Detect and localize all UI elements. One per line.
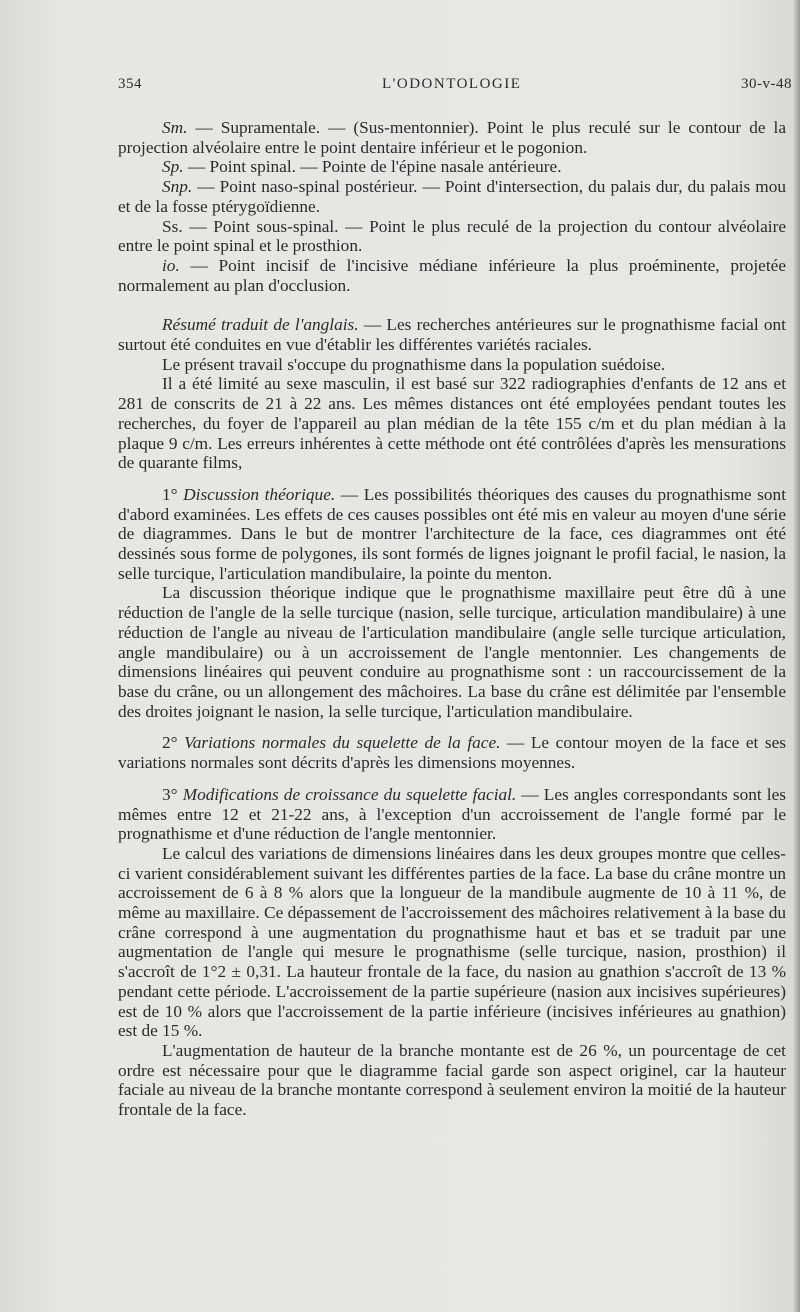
section-2-paragraph <box>118 733 786 772</box>
section-3-paragraph-2: Le calcul des variations de dimensions linéaires dans les deux groupes montre que celles-ci varient considérablement suivant les différentes parties de la face. La base du crâne montre un accroissement de 6 à 8 % alors que la longueur de la mandibule augmente de 10 à 11 %, de même au maxillaire. Ce dépassement de l'accroissement des mâchoires relativement à la base du crâne correspond à une augmentation du prognathisme haut et bas et se traduit par une augmentation de l'angle qui mesure le prognathisme (selle turcique, nasion, prosthion) il s'accroît de 1°2 ± 0,31. La hauteur frontale de la face, du nasion au gnathion s'accroît de 13 % pendant cette période. L'accroissement de la partie supérieure (nasion aux incisives supérieures) est de 10 % alors que l'accroissement de la partie inférieure (incisives inférieures au gnathion) est de 15 %. <box>118 843 786 1041</box>
summary-heading: Résumé traduit de l'anglais. <box>162 315 359 335</box>
section-number: 1° <box>162 484 184 504</box>
section-number: 3° <box>162 784 183 804</box>
definition-ss <box>118 217 786 256</box>
journal-title: L'ODONTOLOGIE <box>382 76 522 92</box>
summary-paragraph-2: Le présent travail s'occupe du prognathisme dans la population suédoise. <box>162 354 666 374</box>
page-edge <box>794 0 800 1312</box>
section-number: 2° <box>162 733 185 753</box>
definition-abbr: Snp. <box>162 177 193 197</box>
section-3-text: — Les angles correspondants sont les mêmes entre 12 et 21-22 ans, à l'exception d'un accroissement de l'angle formé par le prognathisme et d'une réduction de l'angle mentonnier. <box>118 784 787 844</box>
definition-snp <box>118 177 786 216</box>
section-2-heading: Variations normales du squelette de la face. <box>184 733 501 753</box>
running-header <box>118 76 800 98</box>
summary-paragraph-3: Il a été limité au sexe masculin, il est basé sur 322 radiographies d'enfants de 12 ans et 281 de conscrits de 21 à 22 ans. Les mêmes distances ont été employées pendant toutes les recherches, du foyer de l'appareil au plan médian de la tête 155 c/m et du plan médian à la plaque 9 c/m. Les erreurs inhérentes à cette méthode ont été contrôlées d'après les mensurations de quarante films, <box>118 374 786 473</box>
definition-text: — Point naso-spinal postérieur. — Point d'intersection, du palais dur, du palais mou et de la fosse ptérygoïdienne. <box>118 177 786 216</box>
section-1-paragraph-2: La discussion théorique indique que le prognathisme maxillaire peut être dû à une réduction de l'angle de la selle turcique (nasion, selle turcique, articulation mandibulaire) à une réduction de l'angle au niveau de l'articulation mandibulaire (angle selle turcique articulation, angle mandibulaire) ou à un accroissement de l'angle mentonnier. Les changements de dimensions linéaires qui peuvent conduire au prognathisme sont : un raccourcissement de la base du crâne, ou un allongement des mâchoires. La base du crâne est délimitée par l'ensemble des droites joignant le nasion, la selle turcique, l'articulation mandibulaire. <box>118 583 786 721</box>
summary-paragraph <box>118 315 786 354</box>
section-1-heading: Discussion théorique. <box>183 484 336 504</box>
definition-abbr: Sp. <box>162 157 184 177</box>
definition-abbr: Ss. <box>162 216 183 236</box>
definition-text: — Point spinal. — Pointe de l'épine nasale antérieure. <box>183 157 562 177</box>
definition-text: — Supramentale. — (Sus-mentonnier). Point le plus reculé sur le contour de la projection alvéolaire entre le point dentaire inférieur et le pogonion. <box>118 118 786 157</box>
section-2-text: — Le contour moyen de la face et ses variations normales sont décrits d'après les dimensions moyennes. <box>118 733 786 773</box>
summary-text: — Les recherches antérieures sur le prognathisme facial ont surtout été conduites en vue d'établir les différentes variétés raciales. <box>118 315 786 355</box>
definition-abbr: Sm. <box>162 118 188 137</box>
section-1-paragraph <box>118 485 786 584</box>
section-3-paragraph-3: L'augmentation de hauteur de la branche montante est de 26 %, un pourcentage de cet ordre est nécessaire pour que le diagramme facial garde son aspect originel, car la hauteur faciale au niveau de la branche montante correspond à seulement environ la moitié de la hauteur frontale de la face. <box>118 1040 786 1120</box>
definition-sp <box>118 157 786 177</box>
definition-text: — Point sous-spinal. — Point le plus reculé de la projection du contour alvéolaire entre le point spinal et le prosthion. <box>118 216 786 256</box>
section-1-text: — Les possibilités théoriques des causes du prognathisme sont d'abord examinées. Les effets de ces causes possibles ont été mis en valeur au moyen d'une série de diagrammes. Dans le but de montrer l'architecture de la face, ces diagrammes ont été dessinés sous forme de polygones, ils sont formés de lignes joignant le profil facial, le nasion, la selle turcique, l'articulation mandibulaire, la pointe du menton. <box>118 484 786 583</box>
section-3-heading: Modifications de croissance du squelette facial. <box>182 784 517 804</box>
article-body <box>118 118 786 1120</box>
issue-date: 30-v-48 <box>741 76 792 92</box>
definition-text: — Point incisif de l'incisive médiane inférieure la plus proéminente, projetée normalement au plan d'occlusion. <box>118 255 786 295</box>
definition-sm <box>118 118 786 157</box>
page-number: 354 <box>118 76 142 92</box>
definition-abbr: io. <box>162 255 180 275</box>
definition-io <box>118 256 786 295</box>
section-3-paragraph <box>118 785 786 844</box>
